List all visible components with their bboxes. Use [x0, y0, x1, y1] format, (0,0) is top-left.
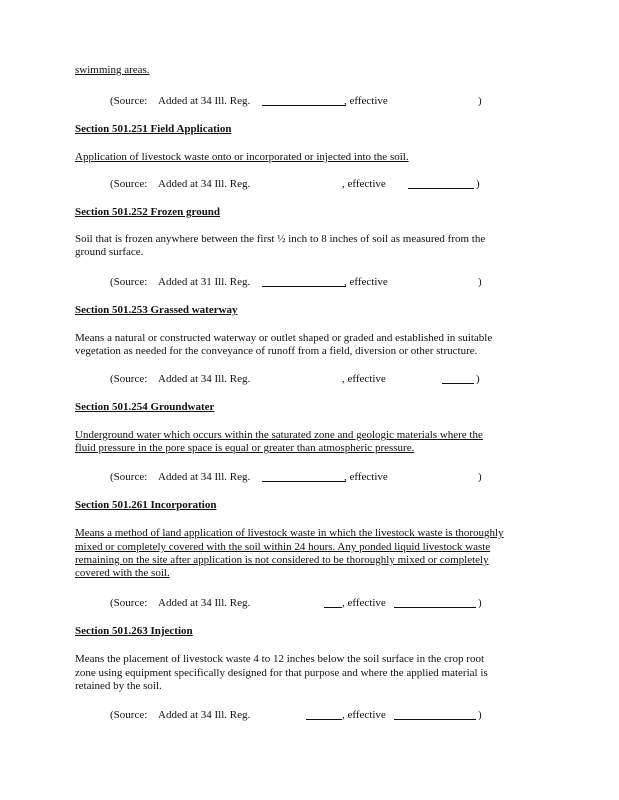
section-text: ground surface.	[75, 246, 144, 258]
section-text: zone using equipment specifically designed for that purpose and where the applied material is	[75, 667, 488, 679]
section-heading: Section 501.251 Field Application	[75, 123, 232, 135]
section-text: mixed or completely covered with the soil within 24 hours. Any ponded liquid livestock waste	[75, 541, 491, 553]
section-text: covered with the soil.	[75, 567, 170, 579]
blank-line	[262, 276, 346, 287]
section-heading: Section 501.252 Frozen ground	[75, 206, 221, 218]
section-text: fluid pressure in the pore space is equal or greater than atmospheric pressure.	[75, 442, 415, 454]
blank-line	[306, 709, 342, 720]
section-heading: Section 501.254 Groundwater	[75, 401, 215, 413]
blank-line	[394, 709, 476, 720]
section-text: vegetation as needed for the conveyance of runoff from a field, diversion or other structure.	[75, 345, 478, 357]
section-text: Means a method of land application of livestock waste in which the livestock waste is thoroughly	[75, 527, 504, 539]
section-text: remaining on the site after application is not considered to be thoroughly mixed or completely	[75, 554, 489, 566]
section-text: Means the placement of livestock waste 4 to 12 inches below the soil surface in the crop root	[75, 653, 485, 665]
section-heading: Section 501.253 Grassed waterway	[75, 304, 238, 316]
blank-line	[408, 178, 474, 189]
section-heading: Section 501.261 Incorporation	[75, 499, 217, 511]
section-text: Application of livestock waste onto or incorporated or injected into the soil.	[75, 151, 409, 163]
section-text: Underground water which occurs within the saturated zone and geologic materials where the	[75, 429, 483, 441]
section-heading: Section 501.263 Injection	[75, 625, 193, 637]
section-text: Means a natural or constructed waterway or outlet shaped or graded and established in suitable	[75, 332, 493, 344]
blank-line	[262, 471, 346, 482]
section-text: Soil that is frozen anywhere between the first ½ inch to 8 inches of soil as measured from the	[75, 233, 486, 245]
blank-line	[442, 373, 474, 384]
section-text: retained by the soil.	[75, 680, 162, 692]
blank-line	[262, 95, 346, 106]
intro-text: swimming areas.	[75, 64, 150, 76]
blank-line	[324, 597, 342, 608]
blank-line	[394, 597, 476, 608]
document-page: swimming areas. (Source: Added at 34 Ill. Reg. , effective ) Section 501.251 Field Application Application of livestock waste onto or incorporated or injected into the soil. (Source: Added at 34 Ill. Reg. , effective ) Section 501.252 Frozen ground Soil that is frozen anywhere between the first ½ inch to 8 inches of soil as measured from the ground surface. (Source: Added at 31 Ill. Reg. , effective ) Section 501.253 Grassed waterway Means a natural or constructed waterway or outlet shaped or graded and established in suitable vegetation as needed for the conveyance of runoff from a field, diversion or other structure. (Source: Added at 34 Ill. Reg. , effective ) Section 501.254 Groundwater Underground water which occurs within the saturated zone and geologic materials where the fluid pressure in the pore space is equal or greater than atmospheric pressure. (Source: Added at 34 Ill. Reg. , effective ) Section 501.261 Incorporation Means a method of land application of livestock waste in which the livestock waste is thoroughly mixed or completely covered with the soil within 24 hours. Any ponded liquid livestock waste remaining on the site after application is not considered to be thoroughly mixed or completely covered with the soil. (Source: Added at 34 Ill. Reg. , effective ) Section 501.263 Injection Means the placement of livestock waste 4 to 12 inches below the soil surface in the crop root zone using equipment specifically designed for that purpose and where the applied material is retained by the soil. (Source: Added at 34 Ill. Reg. , effective )	[75, 64, 504, 721]
